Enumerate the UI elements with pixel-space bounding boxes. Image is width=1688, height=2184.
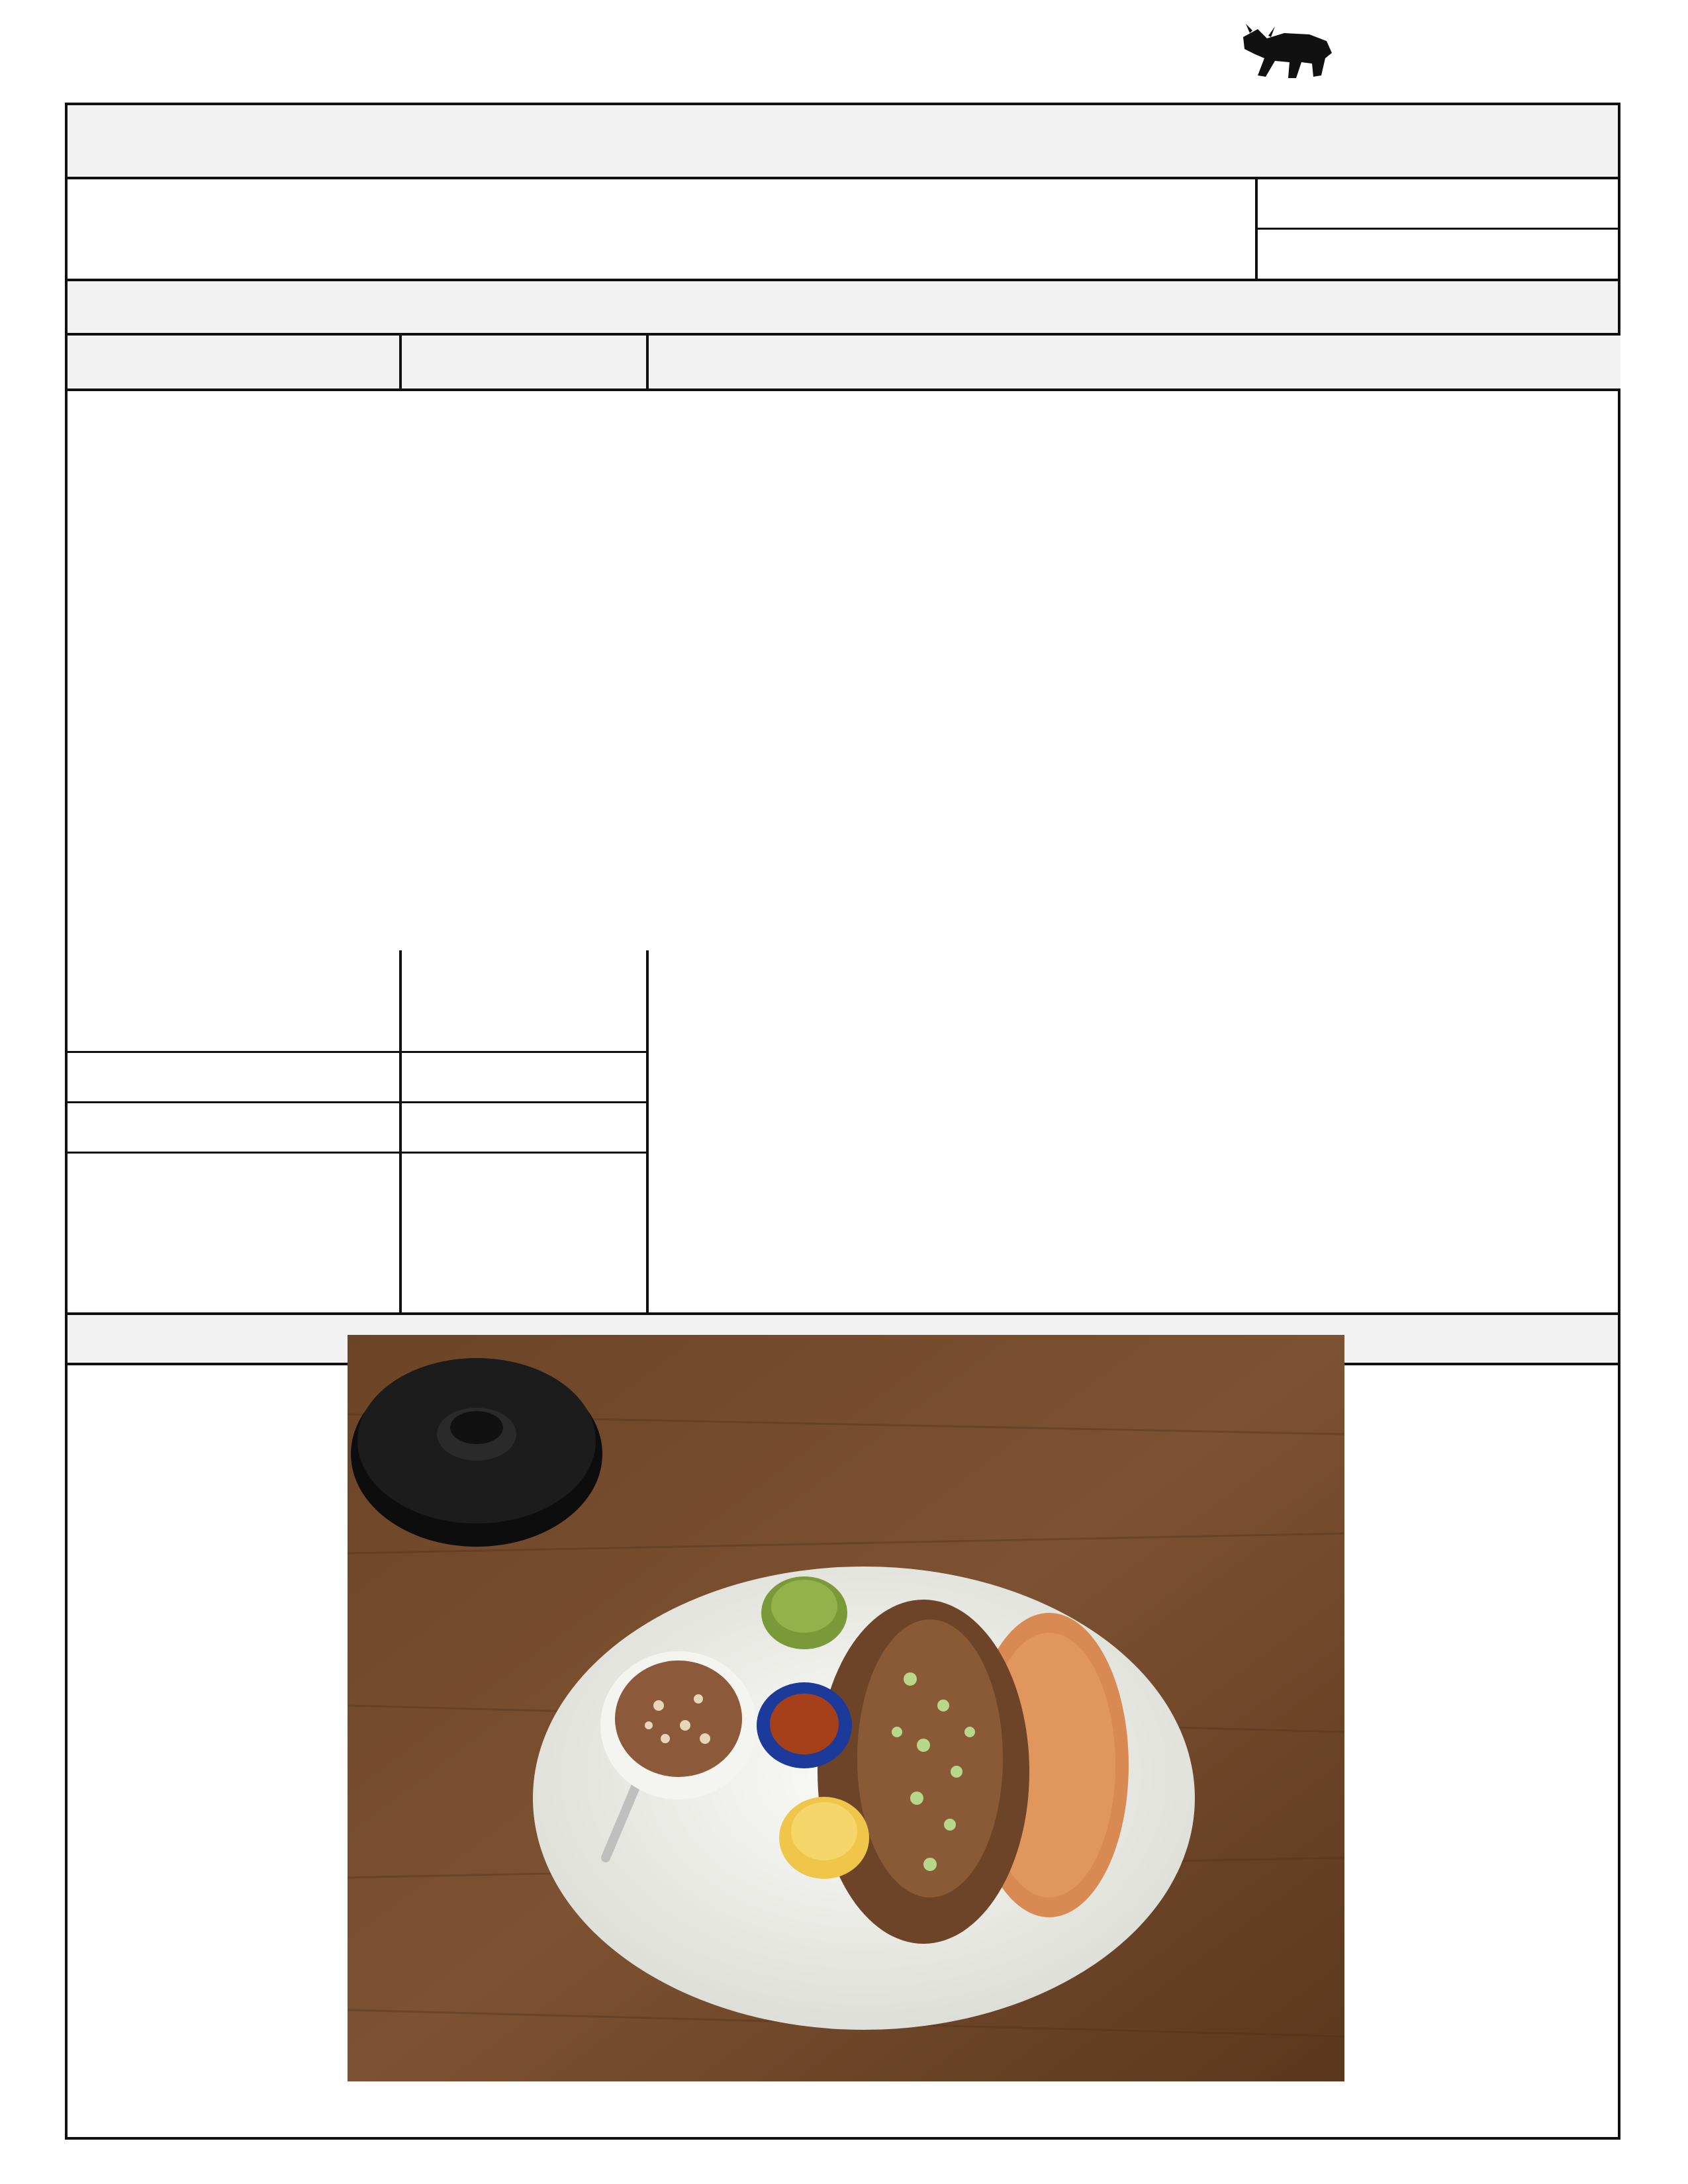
empty-amount-cell	[402, 1103, 649, 1154]
date-cell	[1258, 179, 1620, 230]
prep-time-label	[1258, 230, 1620, 281]
amounts-header	[402, 336, 649, 391]
empty-ingredient-cell	[68, 1154, 402, 1312]
empty-ingredient-cell	[68, 1053, 402, 1103]
procedures-list	[649, 391, 1620, 1312]
ingredients-header	[68, 336, 402, 391]
plated-dish-photo	[348, 1335, 1344, 2081]
tortilla-amount-cell	[402, 950, 649, 1053]
tortilla-choice-cell	[68, 950, 402, 1053]
recipe-card	[65, 103, 1620, 2140]
bull-icon	[1238, 24, 1337, 83]
empty-ingredient-cell	[68, 1103, 402, 1154]
recipe-title	[68, 105, 1618, 179]
empty-amount-cell	[402, 1154, 649, 1312]
empty-amount-cell	[402, 1053, 649, 1103]
el-torito-logo	[1238, 24, 1628, 83]
serviceware-cell	[68, 179, 1258, 281]
procedures-header	[649, 336, 1620, 391]
wash-notice	[68, 281, 1618, 336]
